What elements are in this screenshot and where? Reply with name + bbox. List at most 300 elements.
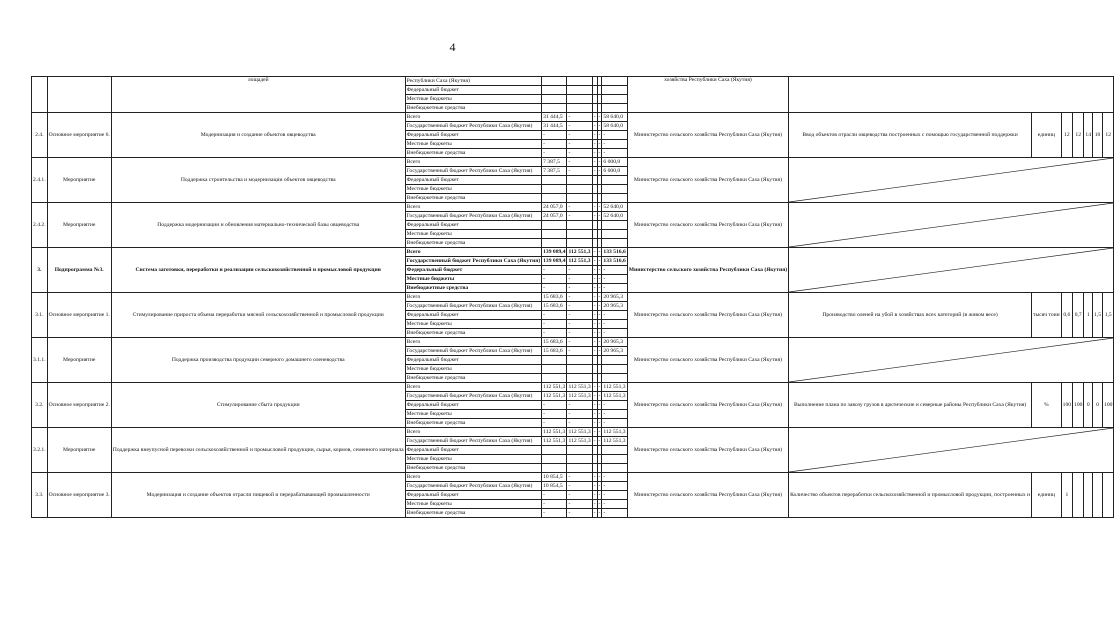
executor-cell: Министерство сельского хозяйства Республики Саха (Якутия) <box>627 113 788 158</box>
indicator-value-cell: 0 <box>1084 383 1093 428</box>
page-number: 4 <box>449 40 456 54</box>
row-number-cell: 2.4.1. <box>32 158 48 203</box>
source-cell: Местные бюджеты <box>405 95 541 104</box>
indicator-value-cell: 12 <box>1103 113 1114 158</box>
value-cell: - <box>567 419 592 428</box>
value-cell: - <box>602 311 627 320</box>
value-cell: - <box>567 500 592 509</box>
indicator-value-cell: 0,6 <box>1061 293 1072 338</box>
indicator-cell <box>789 77 1114 113</box>
executor-cell: Министерство сельского хозяйства Республики Саха (Якутия) <box>627 338 788 383</box>
value-cell <box>542 374 567 383</box>
value-cell: - <box>602 482 627 491</box>
budget-table <box>31 76 1114 518</box>
value-cell: - <box>567 338 592 347</box>
value-cell: - <box>593 140 596 147</box>
value-cell: - <box>602 401 627 410</box>
indicator-value-cell: 100 <box>1061 383 1072 428</box>
indicator-value-cell: 1 <box>1084 293 1093 338</box>
value-cell: - <box>567 491 592 500</box>
value-cell: - <box>567 149 592 158</box>
value-cell: - <box>598 437 601 444</box>
value-cell: 112 551,3 <box>568 248 591 255</box>
value-cell: - <box>593 329 596 336</box>
table-row <box>32 248 1114 257</box>
table-row <box>32 158 1114 167</box>
source-cell: Федеральный бюджет <box>405 401 541 410</box>
value-cell: - <box>567 203 592 212</box>
value-cell: - <box>593 437 596 444</box>
diagonal-strike-line <box>789 338 1113 382</box>
row-number-cell: 3.2. <box>32 383 48 428</box>
value-cell: 133 516,6 <box>603 248 626 255</box>
value-cell <box>542 356 567 365</box>
value-cell: - <box>567 131 592 140</box>
row-number-cell: 2.4. <box>32 113 48 158</box>
value-cell <box>567 230 592 239</box>
value-cell: - <box>598 275 601 282</box>
value-cell: - <box>598 419 601 426</box>
value-cell: - <box>542 410 567 419</box>
value-cell <box>602 230 627 239</box>
value-cell: - <box>598 284 601 291</box>
value-cell: 20 965,3 <box>602 293 627 302</box>
source-cell: Государственный бюджет Республики Саха (Якутия) <box>406 257 541 264</box>
value-cell: 15 683,6 <box>542 338 567 347</box>
value-cell: - <box>593 410 596 417</box>
value-cell <box>602 221 627 230</box>
value-cell <box>602 194 627 203</box>
value-cell: - <box>593 122 596 129</box>
value-cell: - <box>598 293 601 300</box>
executor-cell: Министерство сельского хозяйства Республики Саха (Якутия) <box>627 473 788 518</box>
value-cell: - <box>542 275 567 284</box>
value-cell: 6 000,0 <box>602 158 627 167</box>
value-cell: - <box>567 347 592 356</box>
value-cell: - <box>598 320 601 327</box>
value-cell: - <box>593 482 596 489</box>
value-cell <box>567 95 592 104</box>
value-cell: - <box>593 347 596 354</box>
source-cell: Государственный бюджет Республики Саха (Якутия) <box>405 212 541 221</box>
value-cell: 10 854,5 <box>542 473 567 482</box>
value-cell: - <box>602 509 627 518</box>
value-cell: - <box>598 500 601 507</box>
indicator-value-cell: 1,5 <box>1093 293 1103 338</box>
value-cell: - <box>598 383 601 390</box>
indicator-name-cell: Ввод объектов отрасли овцеводства построенных с помощью государственной поддержки <box>789 113 1032 158</box>
source-cell: Внебюджетные средства <box>405 374 541 383</box>
value-cell: - <box>602 500 627 509</box>
source-cell: Федеральный бюджет <box>405 356 541 365</box>
row-number-cell: 3.1.1. <box>32 338 48 383</box>
row-name-cell: Поддержка модернизации и обновления материально-технической базы овцеводства <box>111 203 405 248</box>
value-cell <box>602 77 627 86</box>
value-cell: - <box>567 311 592 320</box>
value-cell: - <box>593 113 596 120</box>
value-cell: - <box>567 302 592 311</box>
value-cell: - <box>598 410 601 417</box>
empty-indicator-cell <box>789 428 1114 473</box>
source-cell: Федеральный бюджет <box>405 86 541 95</box>
value-cell <box>542 95 567 104</box>
value-cell: - <box>567 320 592 329</box>
indicator-value-cell: 1 <box>1061 473 1072 518</box>
budget-table-body <box>32 77 1114 518</box>
row-type-cell: Мероприятие <box>47 338 111 383</box>
value-cell <box>567 365 592 374</box>
value-cell: - <box>542 284 567 293</box>
source-cell: Местные бюджеты <box>405 365 541 374</box>
row-type-cell: Основное мероприятие 6. <box>47 113 111 158</box>
value-cell: - <box>598 122 601 129</box>
value-cell: 20 965,3 <box>602 302 627 311</box>
value-cell: - <box>542 491 567 500</box>
value-cell: - <box>598 473 601 480</box>
source-cell: Всего <box>405 203 541 212</box>
source-cell: Всего <box>405 428 541 437</box>
source-cell: Федеральный бюджет <box>405 176 541 185</box>
empty-indicator-cell <box>789 338 1114 383</box>
row-number-cell: 3.1. <box>32 293 48 338</box>
value-cell <box>567 185 592 194</box>
value-cell: - <box>593 275 596 282</box>
value-cell <box>567 239 592 248</box>
value-cell: - <box>542 419 567 428</box>
unit-cell: единиц <box>1032 473 1062 518</box>
value-cell: 112 551,3 <box>568 428 591 435</box>
value-cell: - <box>593 500 596 507</box>
value-cell: - <box>542 509 567 518</box>
value-cell: - <box>593 491 596 498</box>
value-cell: - <box>593 428 596 435</box>
value-cell: 20 965,3 <box>602 338 627 347</box>
value-cell <box>542 86 567 95</box>
row-type-cell: Основное мероприятие 2. <box>47 383 111 428</box>
value-cell: - <box>602 320 627 329</box>
value-cell <box>542 77 567 86</box>
value-cell <box>602 95 627 104</box>
table-row <box>32 77 1114 86</box>
value-cell: - <box>593 320 596 327</box>
source-cell: Федеральный бюджет <box>405 131 541 140</box>
row-name-cell: Модернизация и создание объектов овцеводства <box>111 113 405 158</box>
source-cell: Республики Саха (Якутия) <box>405 77 541 86</box>
value-cell: - <box>598 509 601 516</box>
value-cell: - <box>593 212 596 219</box>
value-cell: 112 551,3 <box>603 437 626 444</box>
source-cell: Внебюджетные средства <box>405 284 541 293</box>
source-cell: Государственный бюджет Республики Саха (Якутия) <box>405 347 541 356</box>
value-cell: 52 640,0 <box>602 203 627 212</box>
value-cell <box>602 86 627 95</box>
source-cell: Местные бюджеты <box>405 455 541 464</box>
source-cell: Всего <box>405 113 541 122</box>
value-cell <box>567 176 592 185</box>
table-row <box>32 293 1114 302</box>
unit-cell: единиц <box>1032 113 1062 158</box>
row-type-cell: Мероприятие <box>47 428 111 473</box>
value-cell: - <box>593 131 596 138</box>
value-cell: 112 551,3 <box>603 383 626 390</box>
value-cell: 58 640,0 <box>602 122 627 131</box>
source-cell: Местные бюджеты <box>405 410 541 419</box>
row-name-cell: Стимулирование прироста объема переработки мясной сельскохозяйственной и промысловой продукции <box>111 293 405 338</box>
indicator-value-cell: 12 <box>1061 113 1072 158</box>
value-cell: - <box>567 113 592 122</box>
value-cell: - <box>602 491 627 500</box>
executor-cell: Министерство сельского хозяйства Республики Саха (Якутия) <box>627 203 788 248</box>
value-cell: - <box>602 266 627 275</box>
value-cell: 112 551,3 <box>543 392 566 399</box>
value-cell: - <box>598 347 601 354</box>
value-cell <box>567 446 592 455</box>
value-cell: 112 551,3 <box>568 392 591 399</box>
row-name-cell: Модернизация и создание объектов отрасли пищевой и перерабатывающей промышленности <box>111 473 405 518</box>
value-cell <box>542 104 567 113</box>
value-cell: - <box>593 293 596 300</box>
value-cell: - <box>593 473 596 480</box>
value-cell: - <box>542 500 567 509</box>
value-cell: - <box>598 401 601 408</box>
indicator-name-cell: Выполнение плана по завозу грузов в арктические и северные районы Республики Саха (Якутия) <box>789 383 1032 428</box>
source-cell: Местные бюджеты <box>405 275 541 284</box>
source-cell: Внебюджетные средства <box>405 104 541 113</box>
value-cell: - <box>542 140 567 149</box>
indicator-name-cell: Количество объектов переработки сельскохозяйственной и промысловой продукции, построенных и <box>789 473 1032 518</box>
executor-cell: хозяйства Республики Саха (Якутия) <box>627 77 788 113</box>
value-cell: 15 683,6 <box>542 302 567 311</box>
value-cell <box>602 455 627 464</box>
cont-type-cell <box>47 77 111 113</box>
value-cell: - <box>542 266 567 275</box>
value-cell: 20 965,3 <box>602 347 627 356</box>
value-cell: 112 551,3 <box>568 437 591 444</box>
row-type-cell: Основное мероприятие 1. <box>47 293 111 338</box>
value-cell <box>602 104 627 113</box>
value-cell: - <box>593 158 596 165</box>
value-cell <box>567 221 592 230</box>
diagonal-strike-line <box>789 428 1113 472</box>
value-cell: - <box>593 302 596 309</box>
row-name-cell: Поддержка внеупусной перевозки сельскохозяйственной и промысловой продукции, сырья, кормов, семенного материала <box>111 428 405 473</box>
value-cell: 10 854,5 <box>542 482 567 491</box>
value-cell: - <box>593 509 596 516</box>
value-cell: - <box>598 203 601 210</box>
indicator-value-cell: 10 <box>1093 113 1103 158</box>
value-cell: - <box>567 158 592 167</box>
value-cell <box>542 221 567 230</box>
value-cell: - <box>542 320 567 329</box>
value-cell: - <box>602 149 627 158</box>
table-row <box>32 473 1114 482</box>
value-cell: 112 551,3 <box>568 257 591 264</box>
diagonal-strike-line <box>789 248 1113 292</box>
value-cell <box>567 455 592 464</box>
empty-indicator-cell <box>789 158 1114 203</box>
value-cell <box>567 194 592 203</box>
cont-num-cell <box>32 77 48 113</box>
indicator-value-cell: 100 <box>1103 383 1114 428</box>
source-cell: Всего <box>405 293 541 302</box>
value-cell: - <box>593 392 596 399</box>
executor-cell: Министерство сельского хозяйства Республики Саха (Якутия) <box>627 158 788 203</box>
indicator-value-cell: 1,5 <box>1103 293 1114 338</box>
row-name-cell: Поддержка строительства и модернизации объектов овцеводства <box>111 158 405 203</box>
value-cell: - <box>598 392 601 399</box>
source-cell: Местные бюджеты <box>405 185 541 194</box>
value-cell: - <box>598 113 601 120</box>
value-cell: 112 551,3 <box>543 437 566 444</box>
value-cell: - <box>567 401 592 410</box>
source-cell: Внебюджетные средства <box>405 194 541 203</box>
value-cell <box>542 239 567 248</box>
value-cell: - <box>593 257 596 264</box>
value-cell: - <box>598 131 601 138</box>
source-cell: Государственный бюджет Республики Саха (Якутия) <box>405 167 541 176</box>
indicator-value-cell: 0 <box>1093 383 1103 428</box>
source-cell: Внебюджетные средства <box>405 239 541 248</box>
row-name-cell: Система заготовки, переработки и реализации сельскохозяйственной и промысловой продукции <box>111 248 405 293</box>
source-cell: Внебюджетные средства <box>405 149 541 158</box>
source-cell: Местные бюджеты <box>405 230 541 239</box>
source-cell: Всего <box>405 383 541 392</box>
value-cell: - <box>598 428 601 435</box>
source-cell: Внебюджетные средства <box>405 329 541 338</box>
value-cell <box>602 374 627 383</box>
value-cell: - <box>567 212 592 221</box>
value-cell <box>602 365 627 374</box>
diagonal-strike-line <box>789 203 1113 247</box>
value-cell: - <box>542 311 567 320</box>
value-cell: 139 089,4 <box>543 248 566 255</box>
row-name-cell: Поддержка производства продукции северного домашнего оленеводства <box>111 338 405 383</box>
value-cell: - <box>567 509 592 518</box>
value-cell: - <box>593 266 596 273</box>
value-cell <box>602 446 627 455</box>
value-cell <box>567 77 592 86</box>
value-cell: - <box>542 401 567 410</box>
value-cell: - <box>542 131 567 140</box>
value-cell: 15 683,6 <box>542 347 567 356</box>
value-cell: 52 640,0 <box>602 212 627 221</box>
value-cell: - <box>567 167 592 176</box>
value-cell: - <box>593 401 596 408</box>
value-cell: - <box>598 248 601 255</box>
indicator-value-cell: 12 <box>1073 113 1084 158</box>
value-cell: - <box>567 293 592 302</box>
value-cell: 24 057,0 <box>542 212 567 221</box>
value-cell <box>542 464 567 473</box>
indicator-value-cell: 14 <box>1084 113 1093 158</box>
value-cell: - <box>598 311 601 318</box>
source-cell: Местные бюджеты <box>405 320 541 329</box>
row-type-cell: Основное мероприятие 3. <box>47 473 111 518</box>
value-cell <box>542 194 567 203</box>
value-cell: - <box>602 131 627 140</box>
executor-cell: Министерство сельского хозяйства Республики Саха (Якутия) <box>627 383 788 428</box>
value-cell: - <box>598 158 601 165</box>
executor-cell: Министерство сельского хозяйства Республики Саха (Якутия) <box>627 428 788 473</box>
value-cell: - <box>598 302 601 309</box>
source-cell: Федеральный бюджет <box>405 446 541 455</box>
value-cell: - <box>602 329 627 338</box>
value-cell <box>542 455 567 464</box>
indicator-value-cell <box>1084 473 1093 518</box>
source-cell: Федеральный бюджет <box>405 311 541 320</box>
value-cell: 7 387,5 <box>542 158 567 167</box>
budget-table-container <box>31 76 1114 518</box>
value-cell: - <box>598 167 601 174</box>
value-cell: - <box>593 203 596 210</box>
unit-cell: % <box>1032 383 1062 428</box>
source-cell: Внебюджетные средства <box>405 464 541 473</box>
value-cell: - <box>598 329 601 336</box>
value-cell: - <box>598 140 601 147</box>
value-cell: 112 551,3 <box>603 428 626 435</box>
diagonal-strike-line <box>789 158 1113 202</box>
value-cell: 7 387,5 <box>542 167 567 176</box>
value-cell: - <box>593 338 596 345</box>
value-cell <box>542 446 567 455</box>
value-cell: - <box>598 482 601 489</box>
value-cell: - <box>567 473 592 482</box>
row-number-cell: 3.2.1. <box>32 428 48 473</box>
value-cell: - <box>593 149 596 156</box>
source-cell: Федеральный бюджет <box>405 266 541 275</box>
source-cell: Государственный бюджет Республики Саха (Якутия) <box>405 122 541 131</box>
indicator-value-cell: 100 <box>1073 383 1084 428</box>
value-cell: - <box>598 212 601 219</box>
value-cell: 58 640,0 <box>602 113 627 122</box>
value-cell: - <box>567 482 592 491</box>
source-cell: Местные бюджеты <box>405 140 541 149</box>
value-cell: - <box>567 329 592 338</box>
value-cell <box>542 185 567 194</box>
value-cell: - <box>567 275 592 284</box>
unit-cell: тысяч тонн <box>1032 293 1062 338</box>
row-number-cell: 3. <box>32 248 48 293</box>
row-type-cell: Мероприятие <box>47 158 111 203</box>
table-row <box>32 428 1114 437</box>
value-cell: - <box>602 410 627 419</box>
value-cell <box>602 356 627 365</box>
value-cell: 31 444,5 <box>542 122 567 131</box>
value-cell: - <box>542 329 567 338</box>
value-cell: - <box>567 122 592 131</box>
value-cell: - <box>598 266 601 273</box>
value-cell: 112 551,3 <box>568 383 591 390</box>
value-cell: 112 551,3 <box>603 392 626 399</box>
indicator-name-cell: Производство оленей на убой в хозяйствах всех категорий (в живом весе) <box>789 293 1032 338</box>
value-cell: - <box>598 338 601 345</box>
value-cell: 139 089,4 <box>543 257 566 264</box>
source-cell: Местные бюджеты <box>405 500 541 509</box>
source-cell: Государственный бюджет Республики Саха (Якутия) <box>405 437 541 446</box>
source-cell: Внебюджетные средства <box>405 419 541 428</box>
value-cell: - <box>567 140 592 149</box>
value-cell: - <box>593 284 596 291</box>
source-cell: Государственный бюджет Республики Саха (Якутия) <box>405 482 541 491</box>
value-cell: - <box>593 419 596 426</box>
indicator-value-cell <box>1093 473 1103 518</box>
value-cell <box>602 239 627 248</box>
source-cell: Государственный бюджет Республики Саха (Якутия) <box>405 302 541 311</box>
value-cell <box>542 176 567 185</box>
cont-name-cell: лощадей <box>111 77 405 113</box>
executor-cell: Министерство сельского хозяйства Республики Саха (Якутия) <box>627 293 788 338</box>
table-row <box>32 383 1114 392</box>
